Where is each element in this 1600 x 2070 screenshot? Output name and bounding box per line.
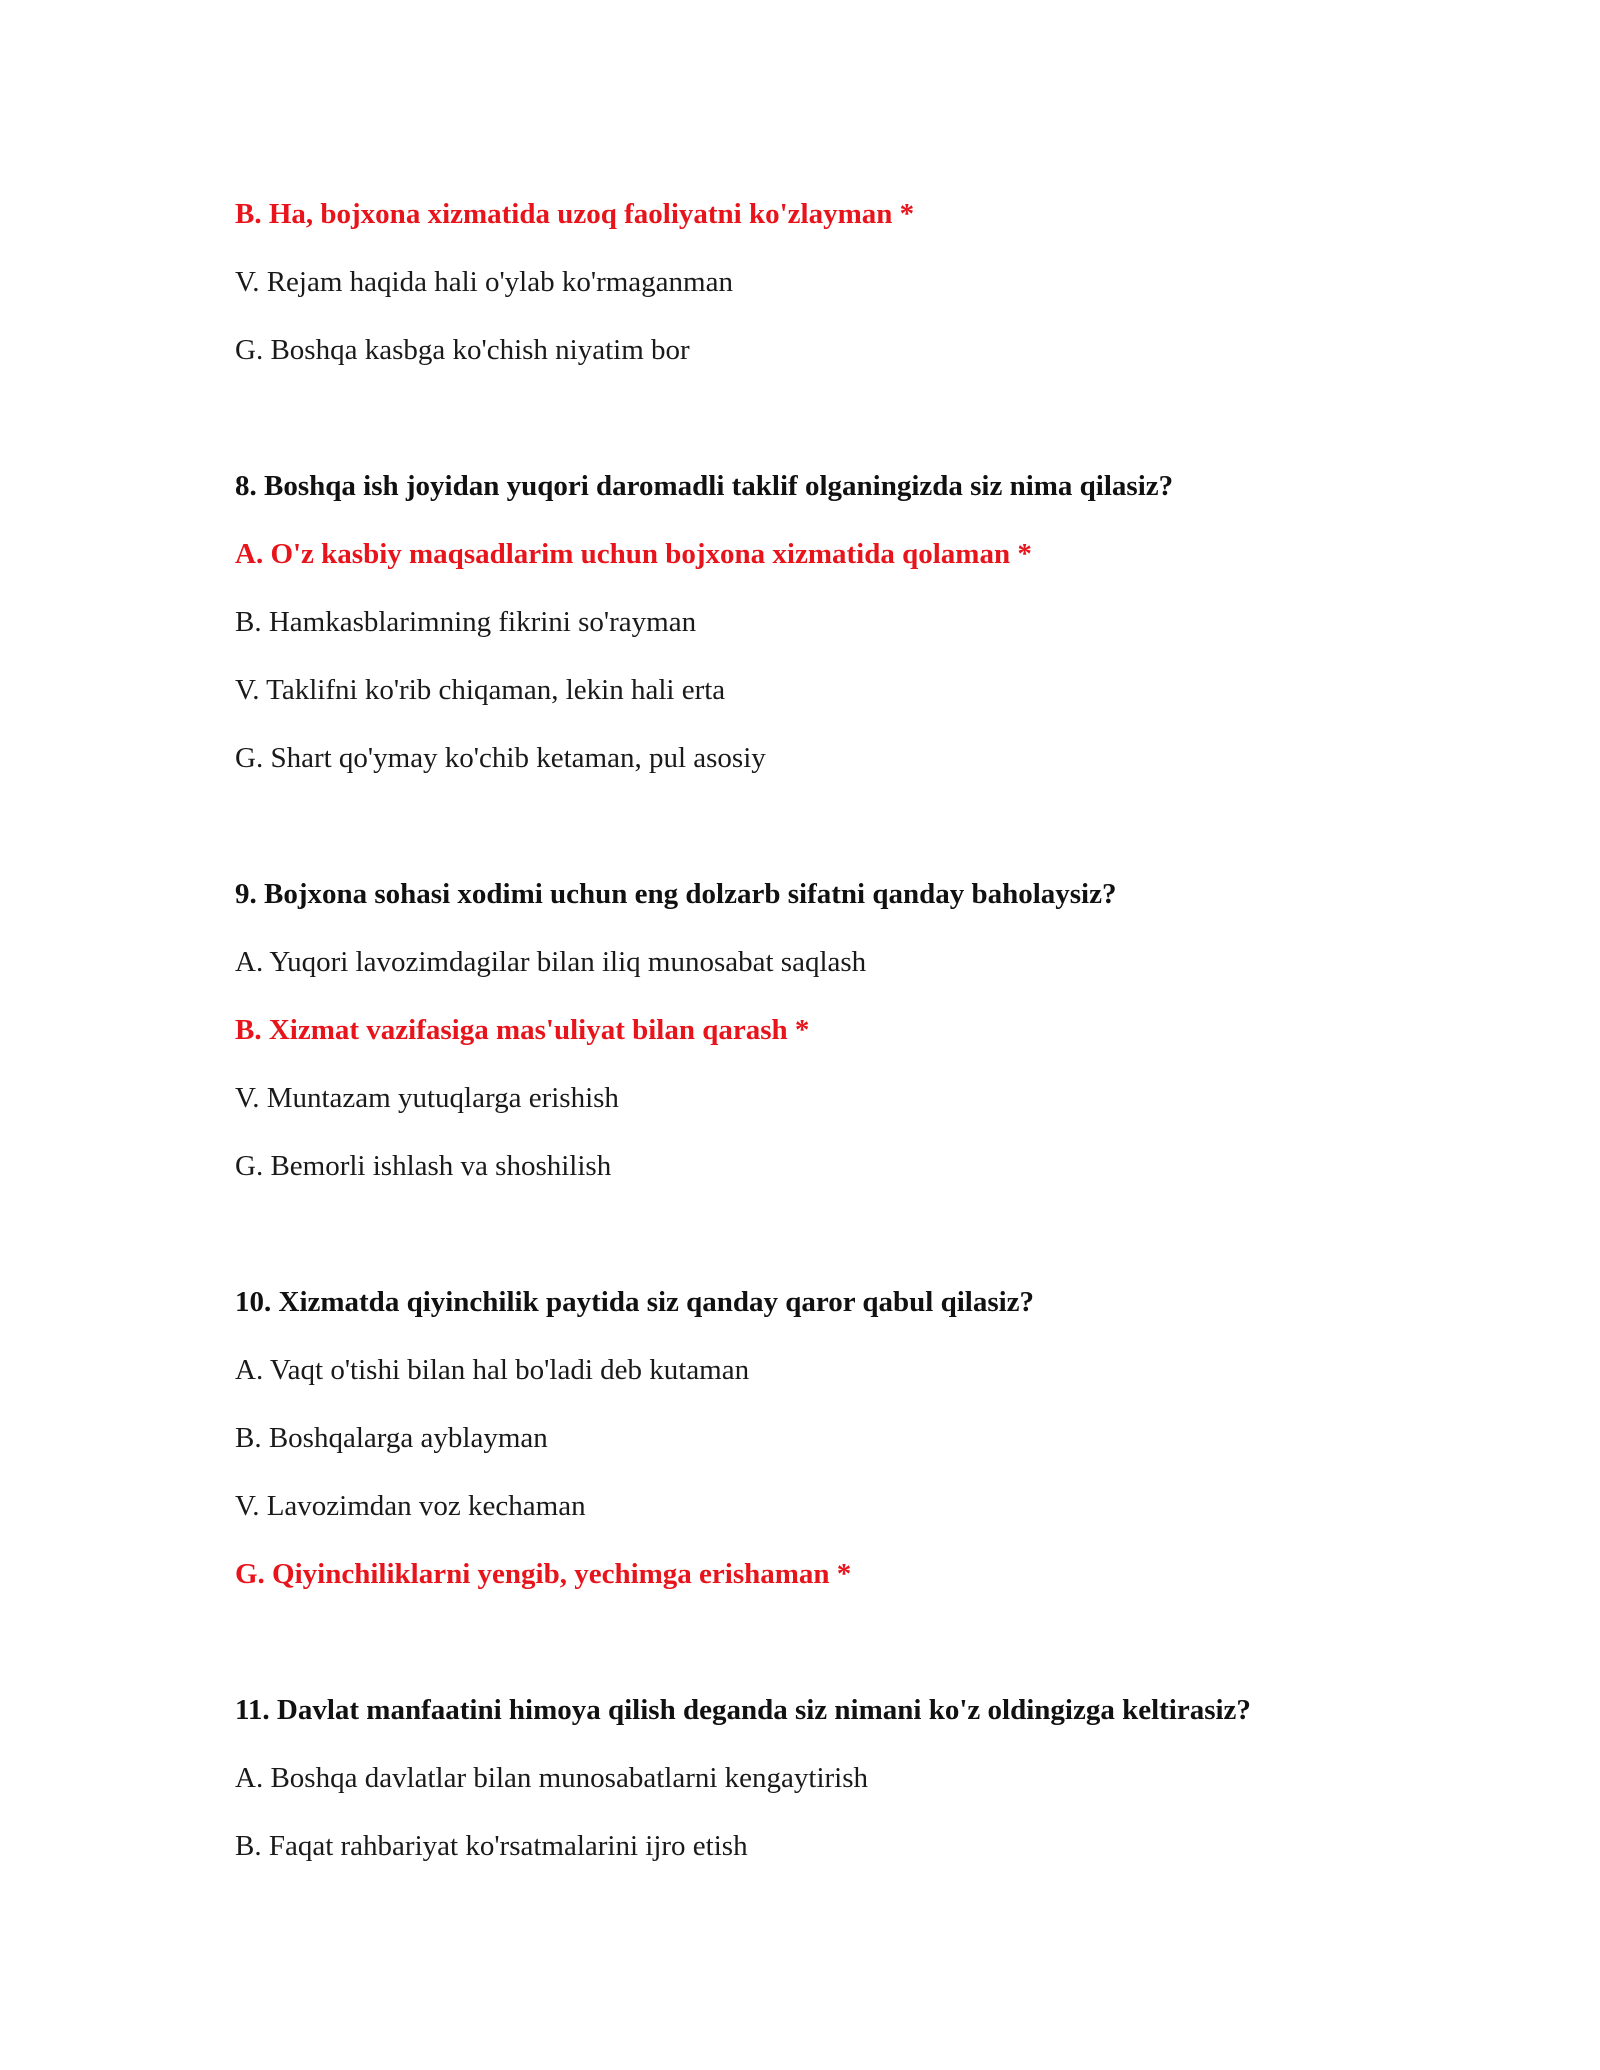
question-title: 11. Davlat manfaatini himoya qilish deganda siz nimani ko'z oldingizga keltirasiz? <box>235 1694 1251 1726</box>
option-b-correct: B. Xizmat vazifasiga mas'uliyat bilan qarash * <box>235 1014 810 1046</box>
option-b-correct: B. Ha, bojxona xizmatida uzoq faoliyatni ko'zlayman * <box>235 198 915 230</box>
option-v: V. Taklifni ko'rib chiqaman, lekin hali erta <box>235 674 726 706</box>
question-title: 9. Bojxona sohasi xodimi uchun eng dolzarb sifatni qanday baholaysiz? <box>235 878 1117 910</box>
question-block-7-continued <box>235 180 1415 384</box>
question-block-11 <box>235 1676 1415 1880</box>
question-block-8 <box>235 452 1415 792</box>
option-b: B. Boshqalarga ayblayman <box>235 1422 548 1454</box>
question-block-10 <box>235 1268 1415 1608</box>
option-g-correct: G. Qiyinchiliklarni yengib, yechimga erishaman * <box>235 1558 852 1590</box>
option-a: A. Vaqt o'tishi bilan hal bo'ladi deb kutaman <box>235 1354 750 1386</box>
option-g: G. Boshqa kasbga ko'chish niyatim bor <box>235 334 690 366</box>
option-b: B. Faqat rahbariyat ko'rsatmalarini ijro etish <box>235 1830 748 1862</box>
option-a: A. Yuqori lavozimdagilar bilan iliq munosabat saqlash <box>235 946 867 978</box>
question-title: 10. Xizmatda qiyinchilik paytida siz qanday qaror qabul qilasiz? <box>235 1286 1035 1318</box>
option-a: A. Boshqa davlatlar bilan munosabatlarni kengaytirish <box>235 1762 869 1794</box>
option-a-correct: A. O'z kasbiy maqsadlarim uchun bojxona xizmatida qolaman * <box>235 538 1032 570</box>
option-v: V. Lavozimdan voz kechaman <box>235 1490 586 1522</box>
option-g: G. Shart qo'ymay ko'chib ketaman, pul asosiy <box>235 742 766 774</box>
option-g: G. Bemorli ishlash va shoshilish <box>235 1150 612 1182</box>
question-title: 8. Boshqa ish joyidan yuqori daromadli taklif olganingizda siz nima qilasiz? <box>235 470 1174 502</box>
option-v: V. Rejam haqida hali o'ylab ko'rmaganman <box>235 266 733 298</box>
option-v: V. Muntazam yutuqlarga erishish <box>235 1082 619 1114</box>
option-b: B. Hamkasblarimning fikrini so'rayman <box>235 606 697 638</box>
quiz-content <box>235 180 1415 1880</box>
question-block-9 <box>235 860 1415 1200</box>
